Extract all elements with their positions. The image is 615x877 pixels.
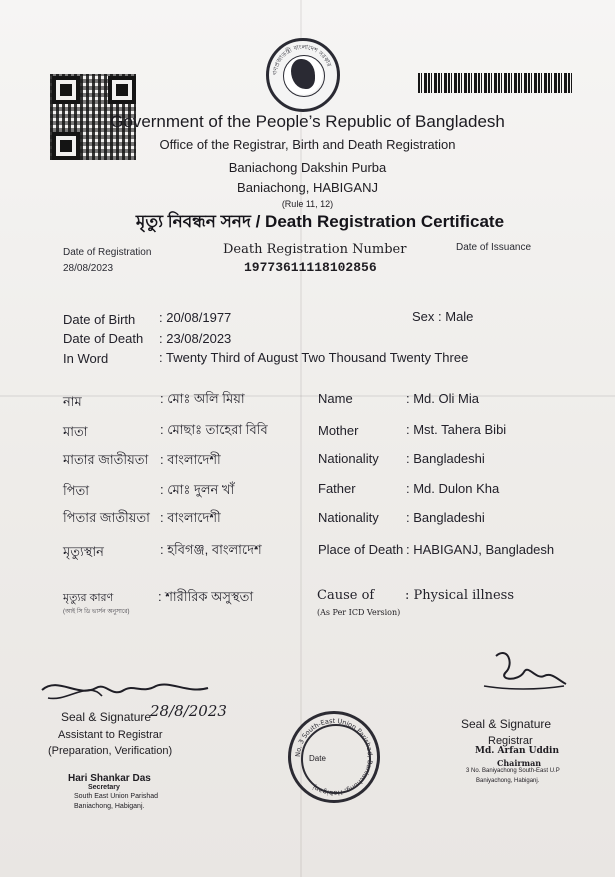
registration-date-label: Date of Registration [63, 247, 152, 258]
right-stamp-title: Chairman [497, 758, 542, 768]
father-nationality-bn-label: পিতার জাতীয়তা [63, 510, 150, 525]
name-bn-label: নাম [63, 394, 82, 409]
right-role: Registrar [488, 735, 533, 747]
dod-value: : 23/08/2023 [159, 331, 232, 346]
government-emblem [266, 38, 340, 112]
right-stamp-line1: 3 No. Baniyachong South-East U.P [466, 768, 560, 774]
in-word-value: : Twenty Third of August Two Thousand Twenty Three [159, 350, 469, 365]
sex-value: Sex : Male [412, 309, 474, 324]
left-duty: (Preparation, Verification) [48, 745, 173, 757]
name-en-value: : Md. Oli Mia [406, 391, 479, 406]
paper-fold-horizontal [0, 395, 615, 397]
cause-en-label: Cause of [317, 588, 375, 603]
union-parishad-round-seal [288, 711, 380, 803]
mother-bn-value: : মোছাঃ তাহেরা বিবি [160, 422, 268, 437]
right-stamp-line2: Baniyachong, Habiganj. [476, 778, 540, 784]
father-nationality-bn-value: : বাংলাদেশী [160, 510, 221, 525]
mother-en-value: : Mst. Tahera Bibi [406, 422, 507, 437]
place-of-death-bn-label: মৃত্যুস্থান [63, 544, 104, 559]
rule-reference: (Rule 11, 12) [281, 199, 334, 209]
registration-date-value: 28/08/2023 [63, 263, 114, 274]
father-bn-label: পিতা [63, 483, 90, 498]
father-nationality-en-label: Nationality [318, 510, 379, 525]
father-nationality-en-value: : Bangladeshi [406, 510, 485, 525]
father-en-value: : Md. Dulon Kha [406, 481, 500, 496]
location-heading: Baniachong, HABIGANJ [237, 180, 378, 195]
certificate-title: মৃত্যু নিবন্ধন সনদ / Death Registration Certificate [135, 212, 505, 231]
mother-nationality-en-value: : Bangladeshi [406, 451, 485, 466]
right-seal-label: Seal & Signature [461, 717, 552, 731]
barcode [418, 73, 574, 93]
place-of-death-bn-value: : হবিগঞ্জ, বাংলাদেশ [160, 542, 262, 557]
left-role: Assistant to Registrar [58, 729, 163, 741]
svg-text:গণপ্রজাতন্ত্রী বাংলাদেশ সরকার: গণপ্রজাতন্ত্রী বাংলাদেশ সরকার [271, 43, 333, 76]
mother-en-label: Mother [318, 423, 359, 438]
dod-label: Date of Death [63, 331, 144, 346]
father-en-label: Father [318, 481, 356, 496]
svg-text:No. 3 South-East Union Parisha: No. 3 South-East Union Parishad, Baniachong, Habiganj [293, 716, 375, 798]
mother-nationality-en-label: Nationality [318, 451, 379, 466]
dob-value: : 20/08/1977 [159, 310, 232, 325]
registrar-signature [478, 646, 568, 696]
mother-nationality-bn-label: মাতার জাতীয়তা [63, 452, 149, 467]
dob-label: Date of Birth [63, 312, 136, 327]
cause-bn-label: মৃত্যুর কারণ [63, 592, 114, 604]
left-stamp-line1: South East Union Parishad [74, 793, 159, 800]
place-of-death-en-value: : HABIGANJ, Bangladesh [406, 542, 555, 557]
union-heading: Baniachong Dakshin Purba [228, 160, 387, 175]
name-en-label: Name [318, 391, 353, 406]
cause-bn-note: (আই সি ডি ভার্সন অনুসারে) [63, 609, 130, 615]
cause-bn-value: : শারীরিক অসুস্থতা [158, 589, 254, 604]
left-seal-label: Seal & Signature [61, 710, 152, 724]
cause-en-note: (As Per ICD Version) [317, 608, 401, 617]
in-word-label: In Word [63, 351, 109, 366]
father-bn-value: : মোঃ দুলন খাঁ [160, 482, 235, 497]
mother-nationality-bn-value: : বাংলাদেশী [160, 452, 221, 467]
cause-en-value: : Physical illness [405, 588, 515, 603]
handwritten-date: 28/8/2023 [150, 702, 227, 720]
left-stamp-line2: Baniachong, Habiganj. [74, 803, 145, 810]
name-bn-value: : মোঃ অলি মিয়া [160, 391, 245, 406]
right-stamp-name: Md. Arfan Uddin [475, 746, 560, 756]
left-stamp-name: Hari Shankar Das [68, 773, 151, 784]
registration-number-label: Death Registration Number [223, 242, 407, 257]
place-of-death-en-label: Place of Death [318, 542, 404, 557]
office-heading: Office of the Registrar, Birth and Death Registration [159, 137, 456, 152]
issuance-date-label: Date of Issuance [456, 242, 532, 253]
mother-bn-label: মাতা [63, 424, 88, 439]
registration-number-value: 19773611118102856 [244, 260, 377, 275]
seal-date-label: Date [309, 754, 326, 763]
government-heading: Government of the People’s Republic of Bangladesh [110, 112, 505, 131]
left-stamp-title: Secretary [88, 784, 120, 791]
